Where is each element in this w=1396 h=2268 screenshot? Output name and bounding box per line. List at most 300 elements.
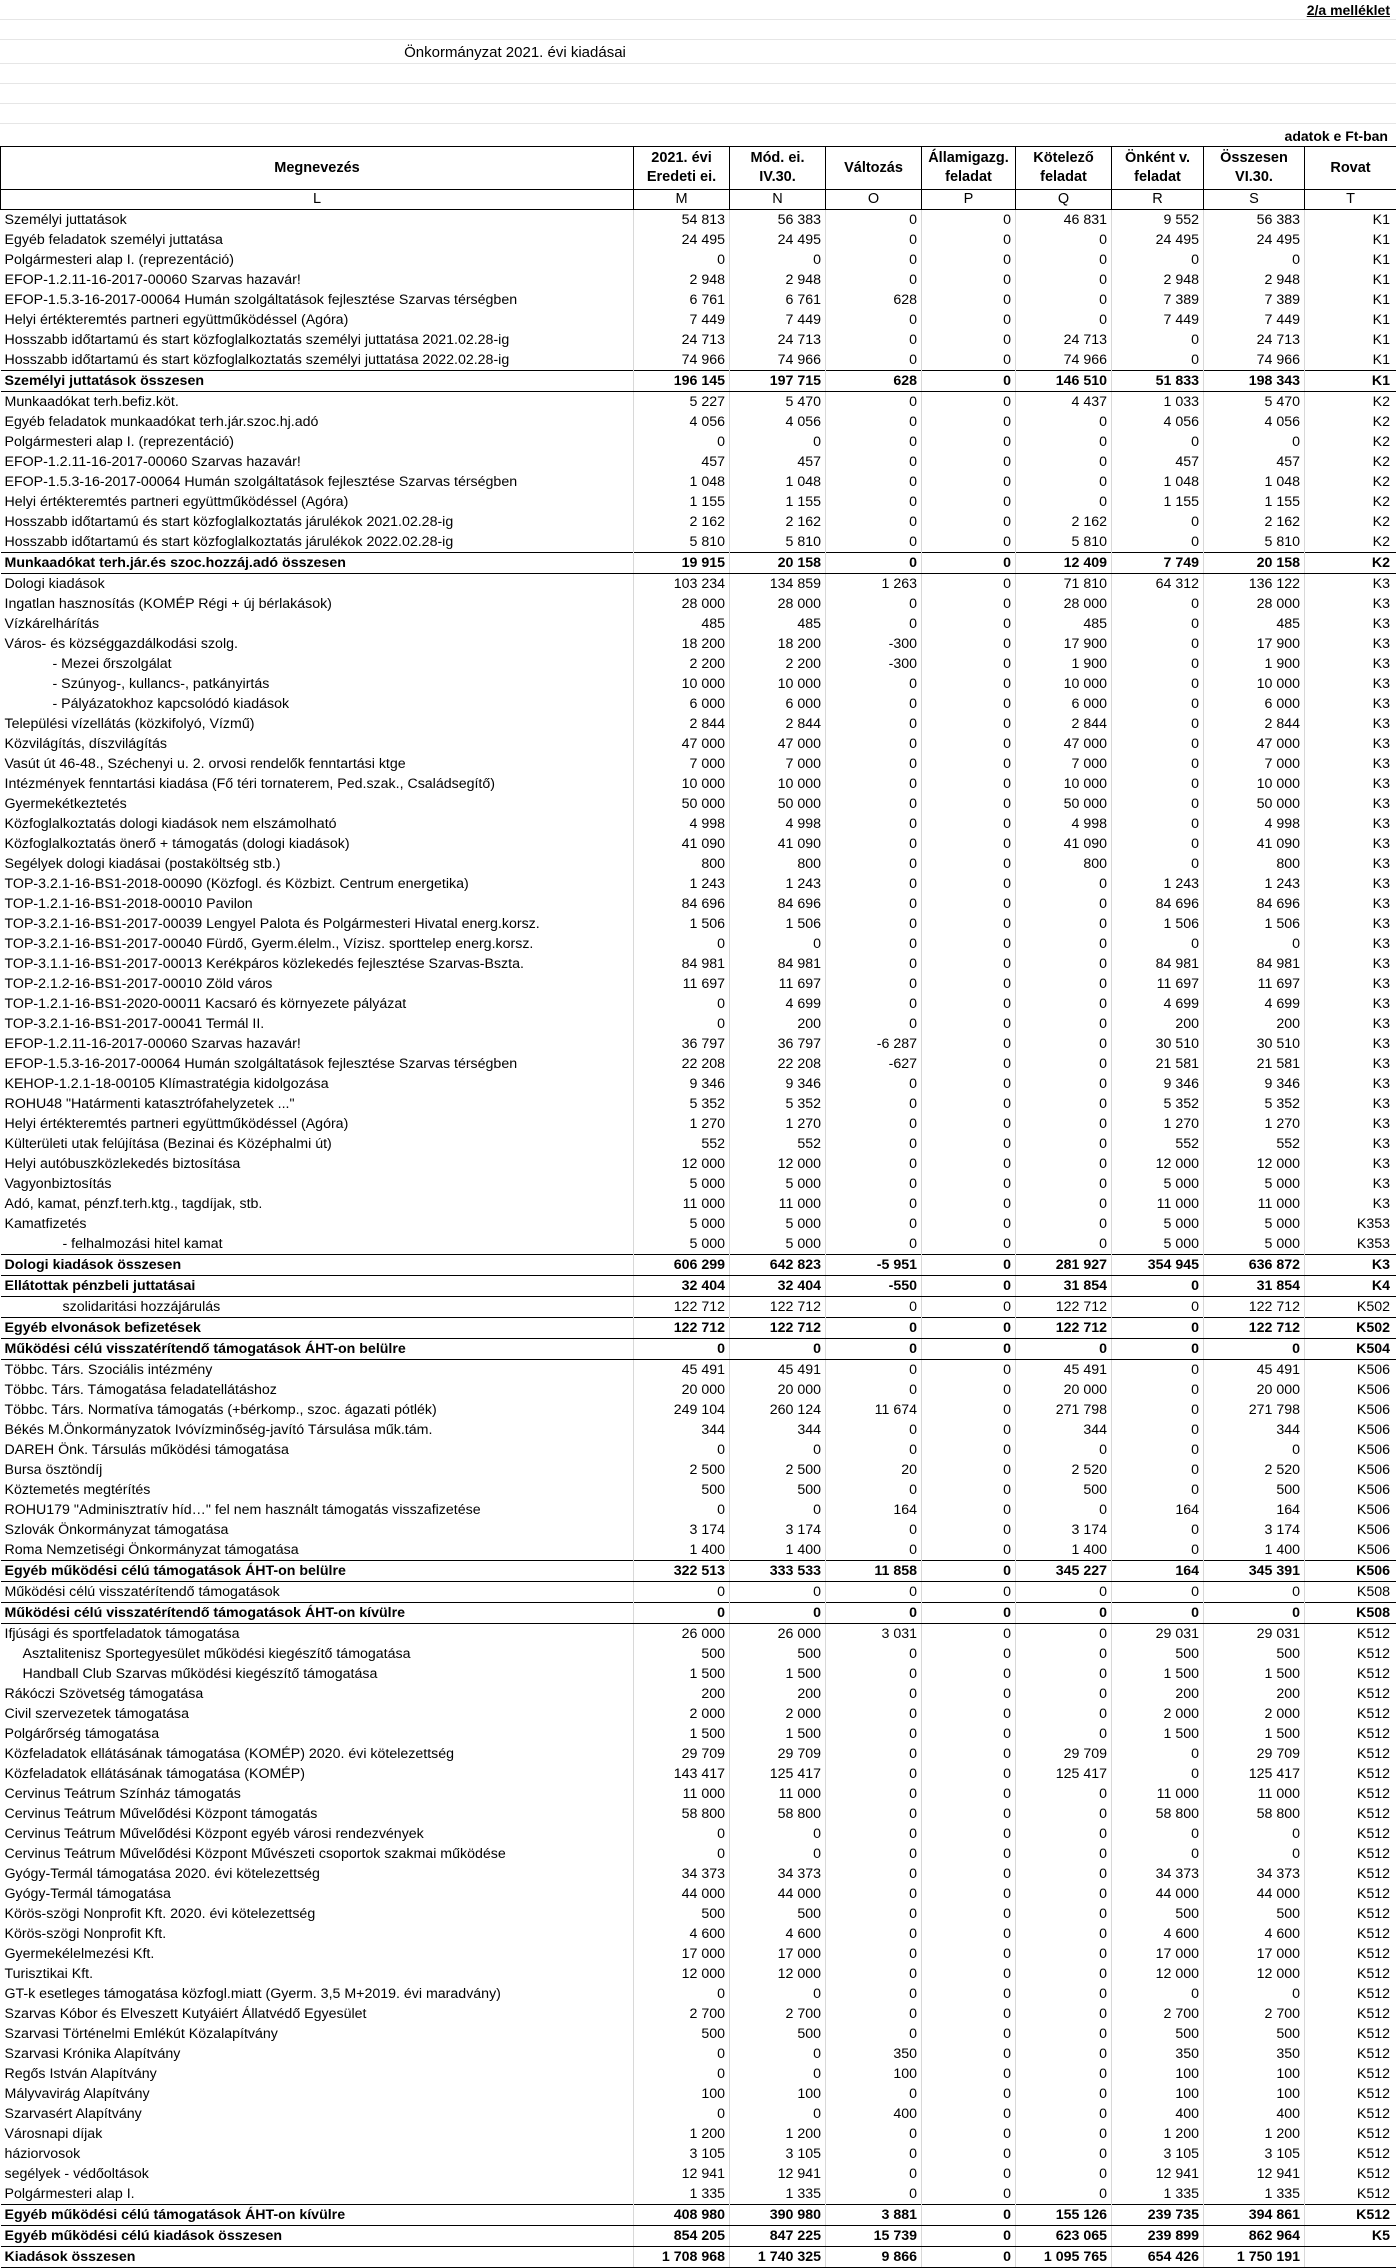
state-admin-value: 0 [922, 350, 1016, 371]
mandatory-value: 1 900 [1016, 654, 1112, 674]
change-value: 3 031 [826, 1624, 922, 1645]
modified-value: 0 [730, 1844, 826, 1864]
modified-value: 2 500 [730, 1460, 826, 1480]
state-admin-value: 0 [922, 492, 1016, 512]
modified-value: 84 696 [730, 894, 826, 914]
voluntary-value: 354 945 [1112, 1255, 1204, 1276]
total-value: 5 810 [1204, 532, 1305, 553]
original-value: 7 000 [634, 754, 730, 774]
modified-value: 0 [730, 2104, 826, 2124]
state-admin-value: 0 [922, 1864, 1016, 1884]
row-name: TOP-1.2.1-16-BS1-2020-00011 Kacsaró és környezete pályázat [1, 994, 634, 1014]
code-value: K512 [1305, 1764, 1396, 1784]
original-value: 552 [634, 1134, 730, 1154]
modified-value: 7 449 [730, 310, 826, 330]
state-admin-value: 0 [922, 270, 1016, 290]
modified-value: 100 [730, 2084, 826, 2104]
row-name: Közfoglalkoztatás önerő + támogatás (dologi kiadások) [1, 834, 634, 854]
table-row [1, 1744, 1396, 1764]
original-value: 0 [634, 432, 730, 452]
table-row [1, 1904, 1396, 1924]
table-row [1, 694, 1396, 714]
row-name: Cervinus Teátrum Művelődési Központ támogatás [1, 1804, 634, 1824]
code-value: K2 [1305, 532, 1396, 553]
code-value: K512 [1305, 2064, 1396, 2084]
change-value: -6 287 [826, 1034, 922, 1054]
col-letter: S [1204, 190, 1305, 210]
original-value: 5 227 [634, 392, 730, 413]
voluntary-value: 654 426 [1112, 2247, 1204, 2268]
code-value: K1 [1305, 230, 1396, 250]
total-value: 0 [1204, 1824, 1305, 1844]
original-value: 0 [634, 1339, 730, 1360]
code-value: K512 [1305, 2164, 1396, 2184]
modified-value: 17 000 [730, 1944, 826, 1964]
mandatory-value: 0 [1016, 1174, 1112, 1194]
mandatory-value: 0 [1016, 1094, 1112, 1114]
mandatory-value: 0 [1016, 2104, 1112, 2124]
total-value: 2 844 [1204, 714, 1305, 734]
voluntary-value: 9 552 [1112, 210, 1204, 231]
total-value: 17 000 [1204, 1944, 1305, 1964]
voluntary-value: 500 [1112, 1644, 1204, 1664]
row-name: Személyi juttatások összesen [1, 371, 634, 392]
original-value: 0 [634, 1984, 730, 2004]
voluntary-value: 12 000 [1112, 1154, 1204, 1174]
code-value: K3 [1305, 594, 1396, 614]
table-row [1, 1844, 1396, 1864]
original-value: 2 200 [634, 654, 730, 674]
total-value: 5 470 [1204, 392, 1305, 413]
change-value: 20 [826, 1460, 922, 1480]
original-value: 22 208 [634, 1054, 730, 1074]
total-value: 394 861 [1204, 2205, 1305, 2226]
table-row [1, 1234, 1396, 1255]
table-row [1, 1924, 1396, 1944]
original-value: 12 000 [634, 1154, 730, 1174]
table-row [1, 1644, 1396, 1664]
state-admin-value: 0 [922, 290, 1016, 310]
state-admin-value: 0 [922, 1924, 1016, 1944]
total-value: 84 981 [1204, 954, 1305, 974]
table-row [1, 1154, 1396, 1174]
code-value: K3 [1305, 814, 1396, 834]
state-admin-value: 0 [922, 1440, 1016, 1460]
total-value: 17 900 [1204, 634, 1305, 654]
change-value: 0 [826, 2124, 922, 2144]
voluntary-value: 34 373 [1112, 1864, 1204, 1884]
voluntary-value: 0 [1112, 250, 1204, 270]
modified-value: 1 740 325 [730, 2247, 826, 2268]
voluntary-value: 0 [1112, 1400, 1204, 1420]
total-value: 3 105 [1204, 2144, 1305, 2164]
row-name: TOP-3.2.1-16-BS1-2017-00040 Fürdő, Gyerm.élelm., Vízisz. sporttelep energ.korsz. [1, 934, 634, 954]
mandatory-value: 10 000 [1016, 774, 1112, 794]
modified-value: 5 000 [730, 1214, 826, 1234]
row-name: Polgármesteri alap I. (reprezentáció) [1, 250, 634, 270]
original-value: 0 [634, 934, 730, 954]
modified-value: 9 346 [730, 1074, 826, 1094]
modified-value: 7 000 [730, 754, 826, 774]
original-value: 143 417 [634, 1764, 730, 1784]
change-value: 9 866 [826, 2247, 922, 2268]
table-row [1, 954, 1396, 974]
modified-value: 333 533 [730, 1561, 826, 1582]
mandatory-value: 0 [1016, 1034, 1112, 1054]
original-value: 5 810 [634, 532, 730, 553]
header-change: Változás [826, 147, 922, 190]
voluntary-value: 11 697 [1112, 974, 1204, 994]
voluntary-value: 17 000 [1112, 1944, 1204, 1964]
total-value: 34 373 [1204, 1864, 1305, 1884]
col-letter: O [826, 190, 922, 210]
col-letter: L [1, 190, 634, 210]
total-value: 345 391 [1204, 1561, 1305, 1582]
row-name: Helyi autóbuszközlekedés biztosítása [1, 1154, 634, 1174]
voluntary-value: 5 352 [1112, 1094, 1204, 1114]
code-value: K506 [1305, 1500, 1396, 1520]
total-value: 1 900 [1204, 654, 1305, 674]
voluntary-value: 200 [1112, 1014, 1204, 1034]
code-value: K512 [1305, 1664, 1396, 1684]
modified-value: 11 000 [730, 1784, 826, 1804]
modified-value: 1 335 [730, 2184, 826, 2205]
state-admin-value: 0 [922, 1400, 1016, 1420]
mandatory-value: 28 000 [1016, 594, 1112, 614]
table-row [1, 714, 1396, 734]
code-value: K3 [1305, 834, 1396, 854]
change-value: 0 [826, 1664, 922, 1684]
table-row [1, 1054, 1396, 1074]
modified-value: 552 [730, 1134, 826, 1154]
total-value: 11 697 [1204, 974, 1305, 994]
total-value: 457 [1204, 452, 1305, 472]
total-value: 45 491 [1204, 1360, 1305, 1381]
original-value: 10 000 [634, 774, 730, 794]
change-value: -300 [826, 654, 922, 674]
original-value: 1 155 [634, 492, 730, 512]
code-value: K512 [1305, 1744, 1396, 1764]
total-value: 0 [1204, 432, 1305, 452]
code-value: K506 [1305, 1380, 1396, 1400]
voluntary-value: 44 000 [1112, 1884, 1204, 1904]
change-value: 0 [826, 1924, 922, 1944]
table-row [1, 674, 1396, 694]
modified-value: 10 000 [730, 674, 826, 694]
table-row [1, 574, 1396, 595]
total-value: 9 346 [1204, 1074, 1305, 1094]
state-admin-value: 0 [922, 250, 1016, 270]
total-value: 58 800 [1204, 1804, 1305, 1824]
modified-value: 12 941 [730, 2164, 826, 2184]
voluntary-value: 9 346 [1112, 1074, 1204, 1094]
change-value: 164 [826, 1500, 922, 1520]
row-name: Helyi értékteremtés partneri együttműködéssel (Agóra) [1, 492, 634, 512]
total-value: 500 [1204, 1480, 1305, 1500]
table-row [1, 614, 1396, 634]
row-name: Vasút út 46-48., Széchenyi u. 2. orvosi rendelők fenntartási ktge [1, 754, 634, 774]
modified-value: 1 506 [730, 914, 826, 934]
row-name: Helyi értékteremtés partneri együttműködéssel (Agóra) [1, 1114, 634, 1134]
code-value: K512 [1305, 1884, 1396, 1904]
original-value: 47 000 [634, 734, 730, 754]
voluntary-value: 1 033 [1112, 392, 1204, 413]
code-value: K512 [1305, 2084, 1396, 2104]
mandatory-value: 2 520 [1016, 1460, 1112, 1480]
total-value: 1 500 [1204, 1664, 1305, 1684]
original-value: 19 915 [634, 553, 730, 574]
row-name: Helyi értékteremtés partneri együttműködéssel (Agóra) [1, 310, 634, 330]
modified-value: 2 162 [730, 512, 826, 532]
change-value: 0 [826, 2084, 922, 2104]
mandatory-value: 20 000 [1016, 1380, 1112, 1400]
total-value: 11 000 [1204, 1784, 1305, 1804]
modified-value: 2 700 [730, 2004, 826, 2024]
row-name: Szarvasi Történelmi Emlékút Közalapítvány [1, 2024, 634, 2044]
original-value: 3 174 [634, 1520, 730, 1540]
table-row [1, 492, 1396, 512]
modified-value: 200 [730, 1684, 826, 1704]
original-value: 4 998 [634, 814, 730, 834]
voluntary-value: 100 [1112, 2064, 1204, 2084]
code-value: K3 [1305, 1114, 1396, 1134]
change-value: 0 [826, 1520, 922, 1540]
row-name: Regős István Alapítvány [1, 2064, 634, 2084]
change-value: 0 [826, 914, 922, 934]
voluntary-value: 0 [1112, 814, 1204, 834]
modified-value: 5 000 [730, 1174, 826, 1194]
change-value: 0 [826, 1380, 922, 1400]
code-value: K3 [1305, 1014, 1396, 1034]
row-name: EFOP-1.5.3-16-2017-00064 Humán szolgáltatások fejlesztése Szarvas térségben [1, 290, 634, 310]
row-name: Vagyonbiztosítás [1, 1174, 634, 1194]
row-name: - Mezei őrszolgálat [1, 654, 634, 674]
page-title: Önkormányzat 2021. évi kiadásai [0, 44, 1030, 61]
original-value: 4 056 [634, 412, 730, 432]
state-admin-value: 0 [922, 834, 1016, 854]
code-value: K502 [1305, 1297, 1396, 1318]
change-value: 0 [826, 330, 922, 350]
mandatory-value: 0 [1016, 1624, 1112, 1645]
table-row [1, 210, 1396, 231]
total-value: 0 [1204, 1844, 1305, 1864]
code-value: K3 [1305, 734, 1396, 754]
voluntary-value: 1 270 [1112, 1114, 1204, 1134]
state-admin-value: 0 [922, 934, 1016, 954]
total-value: 4 998 [1204, 814, 1305, 834]
modified-value: 5 352 [730, 1094, 826, 1114]
row-name: Dologi kiadások [1, 574, 634, 595]
voluntary-value: 4 699 [1112, 994, 1204, 1014]
state-admin-value: 0 [922, 614, 1016, 634]
mandatory-value: 0 [1016, 1704, 1112, 1724]
code-value: K3 [1305, 654, 1396, 674]
state-admin-value: 0 [922, 1214, 1016, 1234]
state-admin-value: 0 [922, 1054, 1016, 1074]
code-value: K506 [1305, 1520, 1396, 1540]
original-value: 196 145 [634, 371, 730, 392]
voluntary-value: 58 800 [1112, 1804, 1204, 1824]
table-row [1, 1624, 1396, 1645]
total-value: 0 [1204, 1984, 1305, 2004]
modified-value: 1 200 [730, 2124, 826, 2144]
modified-value: 122 712 [730, 1297, 826, 1318]
code-value: K2 [1305, 553, 1396, 574]
total-value: 1 400 [1204, 1540, 1305, 1561]
original-value: 6 000 [634, 694, 730, 714]
state-admin-value: 0 [922, 1603, 1016, 1624]
state-admin-value: 0 [922, 794, 1016, 814]
state-admin-value: 0 [922, 1380, 1016, 1400]
row-name: Asztalitenisz Sportegyesület működési kiegészítő támogatása [1, 1644, 634, 1664]
state-admin-value: 0 [922, 2164, 1016, 2184]
table-row [1, 1684, 1396, 1704]
modified-value: 45 491 [730, 1360, 826, 1381]
row-name: Külterületi utak felújítása (Bezinai és Középhalmi út) [1, 1134, 634, 1154]
total-value: 344 [1204, 1420, 1305, 1440]
mandatory-value: 281 927 [1016, 1255, 1112, 1276]
original-value: 0 [634, 994, 730, 1014]
code-value: K512 [1305, 2024, 1396, 2044]
row-name: Polgárőrség támogatása [1, 1724, 634, 1744]
voluntary-value: 7 749 [1112, 553, 1204, 574]
state-admin-value: 0 [922, 1500, 1016, 1520]
table-row [1, 230, 1396, 250]
voluntary-value: 1 506 [1112, 914, 1204, 934]
table-row [1, 1582, 1396, 1603]
original-value: 5 000 [634, 1174, 730, 1194]
change-value: 0 [826, 1684, 922, 1704]
total-value: 5 000 [1204, 1174, 1305, 1194]
change-value: 0 [826, 1540, 922, 1561]
row-name: Rákóczi Szövetség támogatása [1, 1684, 634, 1704]
mandatory-value: 0 [1016, 1824, 1112, 1844]
change-value: 628 [826, 290, 922, 310]
row-name: Roma Nemzetiségi Önkormányzat támogatása [1, 1540, 634, 1561]
code-value: K3 [1305, 754, 1396, 774]
table-row [1, 914, 1396, 934]
modified-value: 32 404 [730, 1276, 826, 1297]
code-value: K3 [1305, 694, 1396, 714]
state-admin-value: 0 [922, 1764, 1016, 1784]
voluntary-value: 400 [1112, 2104, 1204, 2124]
table-row [1, 1964, 1396, 1984]
table-row [1, 1074, 1396, 1094]
col-letter: Q [1016, 190, 1112, 210]
modified-value: 0 [730, 1603, 826, 1624]
voluntary-value: 2 000 [1112, 1704, 1204, 1724]
state-admin-value: 0 [922, 310, 1016, 330]
change-value: 0 [826, 452, 922, 472]
table-row [1, 1664, 1396, 1684]
change-value: 0 [826, 1360, 922, 1381]
change-value: 0 [826, 874, 922, 894]
total-value: 29 031 [1204, 1624, 1305, 1645]
code-value: K3 [1305, 1034, 1396, 1054]
code-value: K5 [1305, 2226, 1396, 2247]
mandatory-value: 122 712 [1016, 1297, 1112, 1318]
change-value: 0 [826, 1724, 922, 1744]
state-admin-value: 0 [922, 1664, 1016, 1684]
modified-value: 125 417 [730, 1764, 826, 1784]
mandatory-value: 0 [1016, 1154, 1112, 1174]
table-row [1, 1094, 1396, 1114]
mandatory-value: 0 [1016, 2064, 1112, 2084]
mandatory-value: 0 [1016, 250, 1112, 270]
total-value: 4 056 [1204, 412, 1305, 432]
voluntary-value: 12 000 [1112, 1964, 1204, 1984]
modified-value: 0 [730, 934, 826, 954]
table-row [1, 330, 1396, 350]
modified-value: 1 243 [730, 874, 826, 894]
modified-value: 0 [730, 1582, 826, 1603]
change-value: 0 [826, 1644, 922, 1664]
mandatory-value: 0 [1016, 1054, 1112, 1074]
modified-value: 0 [730, 432, 826, 452]
modified-value: 0 [730, 1440, 826, 1460]
table-row [1, 2247, 1396, 2268]
table-row [1, 1540, 1396, 1561]
change-value: 0 [826, 1234, 922, 1255]
code-value: K3 [1305, 794, 1396, 814]
total-value: 6 000 [1204, 694, 1305, 714]
code-value: K3 [1305, 1094, 1396, 1114]
table-row [1, 594, 1396, 614]
mandatory-value: 0 [1016, 290, 1112, 310]
voluntary-value: 350 [1112, 2044, 1204, 2064]
change-value: 0 [826, 230, 922, 250]
table-row [1, 934, 1396, 954]
total-value: 5 000 [1204, 1234, 1305, 1255]
row-name: Segélyek dologi kiadásai (postaköltség stb.) [1, 854, 634, 874]
voluntary-value: 0 [1112, 1318, 1204, 1339]
modified-value: 0 [730, 2064, 826, 2084]
original-value: 500 [634, 2024, 730, 2044]
change-value: 0 [826, 1174, 922, 1194]
total-value: 11 000 [1204, 1194, 1305, 1214]
change-value: 11 858 [826, 1561, 922, 1582]
modified-value: 0 [730, 1500, 826, 1520]
mandatory-value: 500 [1016, 1480, 1112, 1500]
mandatory-value: 0 [1016, 412, 1112, 432]
code-value: K512 [1305, 2044, 1396, 2064]
original-value: 54 813 [634, 210, 730, 231]
total-value: 636 872 [1204, 1255, 1305, 1276]
change-value: 628 [826, 371, 922, 392]
mandatory-value: 0 [1016, 1114, 1112, 1134]
mandatory-value: 0 [1016, 2184, 1112, 2205]
voluntary-value: 12 941 [1112, 2164, 1204, 2184]
total-value: 0 [1204, 1440, 1305, 1460]
row-name: Békés M.Önkormányzatok Ivóvízminőség-javító Társulása műk.tám. [1, 1420, 634, 1440]
code-value: K3 [1305, 574, 1396, 595]
original-value: 457 [634, 452, 730, 472]
state-admin-value: 0 [922, 874, 1016, 894]
original-value: 17 000 [634, 1944, 730, 1964]
modified-value: 22 208 [730, 1054, 826, 1074]
state-admin-value: 0 [922, 1094, 1016, 1114]
change-value: 0 [826, 1844, 922, 1864]
table-row [1, 1318, 1396, 1339]
code-value: K512 [1305, 1944, 1396, 1964]
total-value: 7 000 [1204, 754, 1305, 774]
total-value: 2 000 [1204, 1704, 1305, 1724]
mandatory-value: 125 417 [1016, 1764, 1112, 1784]
row-name: Turisztikai Kft. [1, 1964, 634, 1984]
code-value: K2 [1305, 512, 1396, 532]
change-value: 350 [826, 2044, 922, 2064]
row-name: TOP-3.2.1-16-BS1-2017-00039 Lengyel Palota és Polgármesteri Hivatal energ.korsz. [1, 914, 634, 934]
